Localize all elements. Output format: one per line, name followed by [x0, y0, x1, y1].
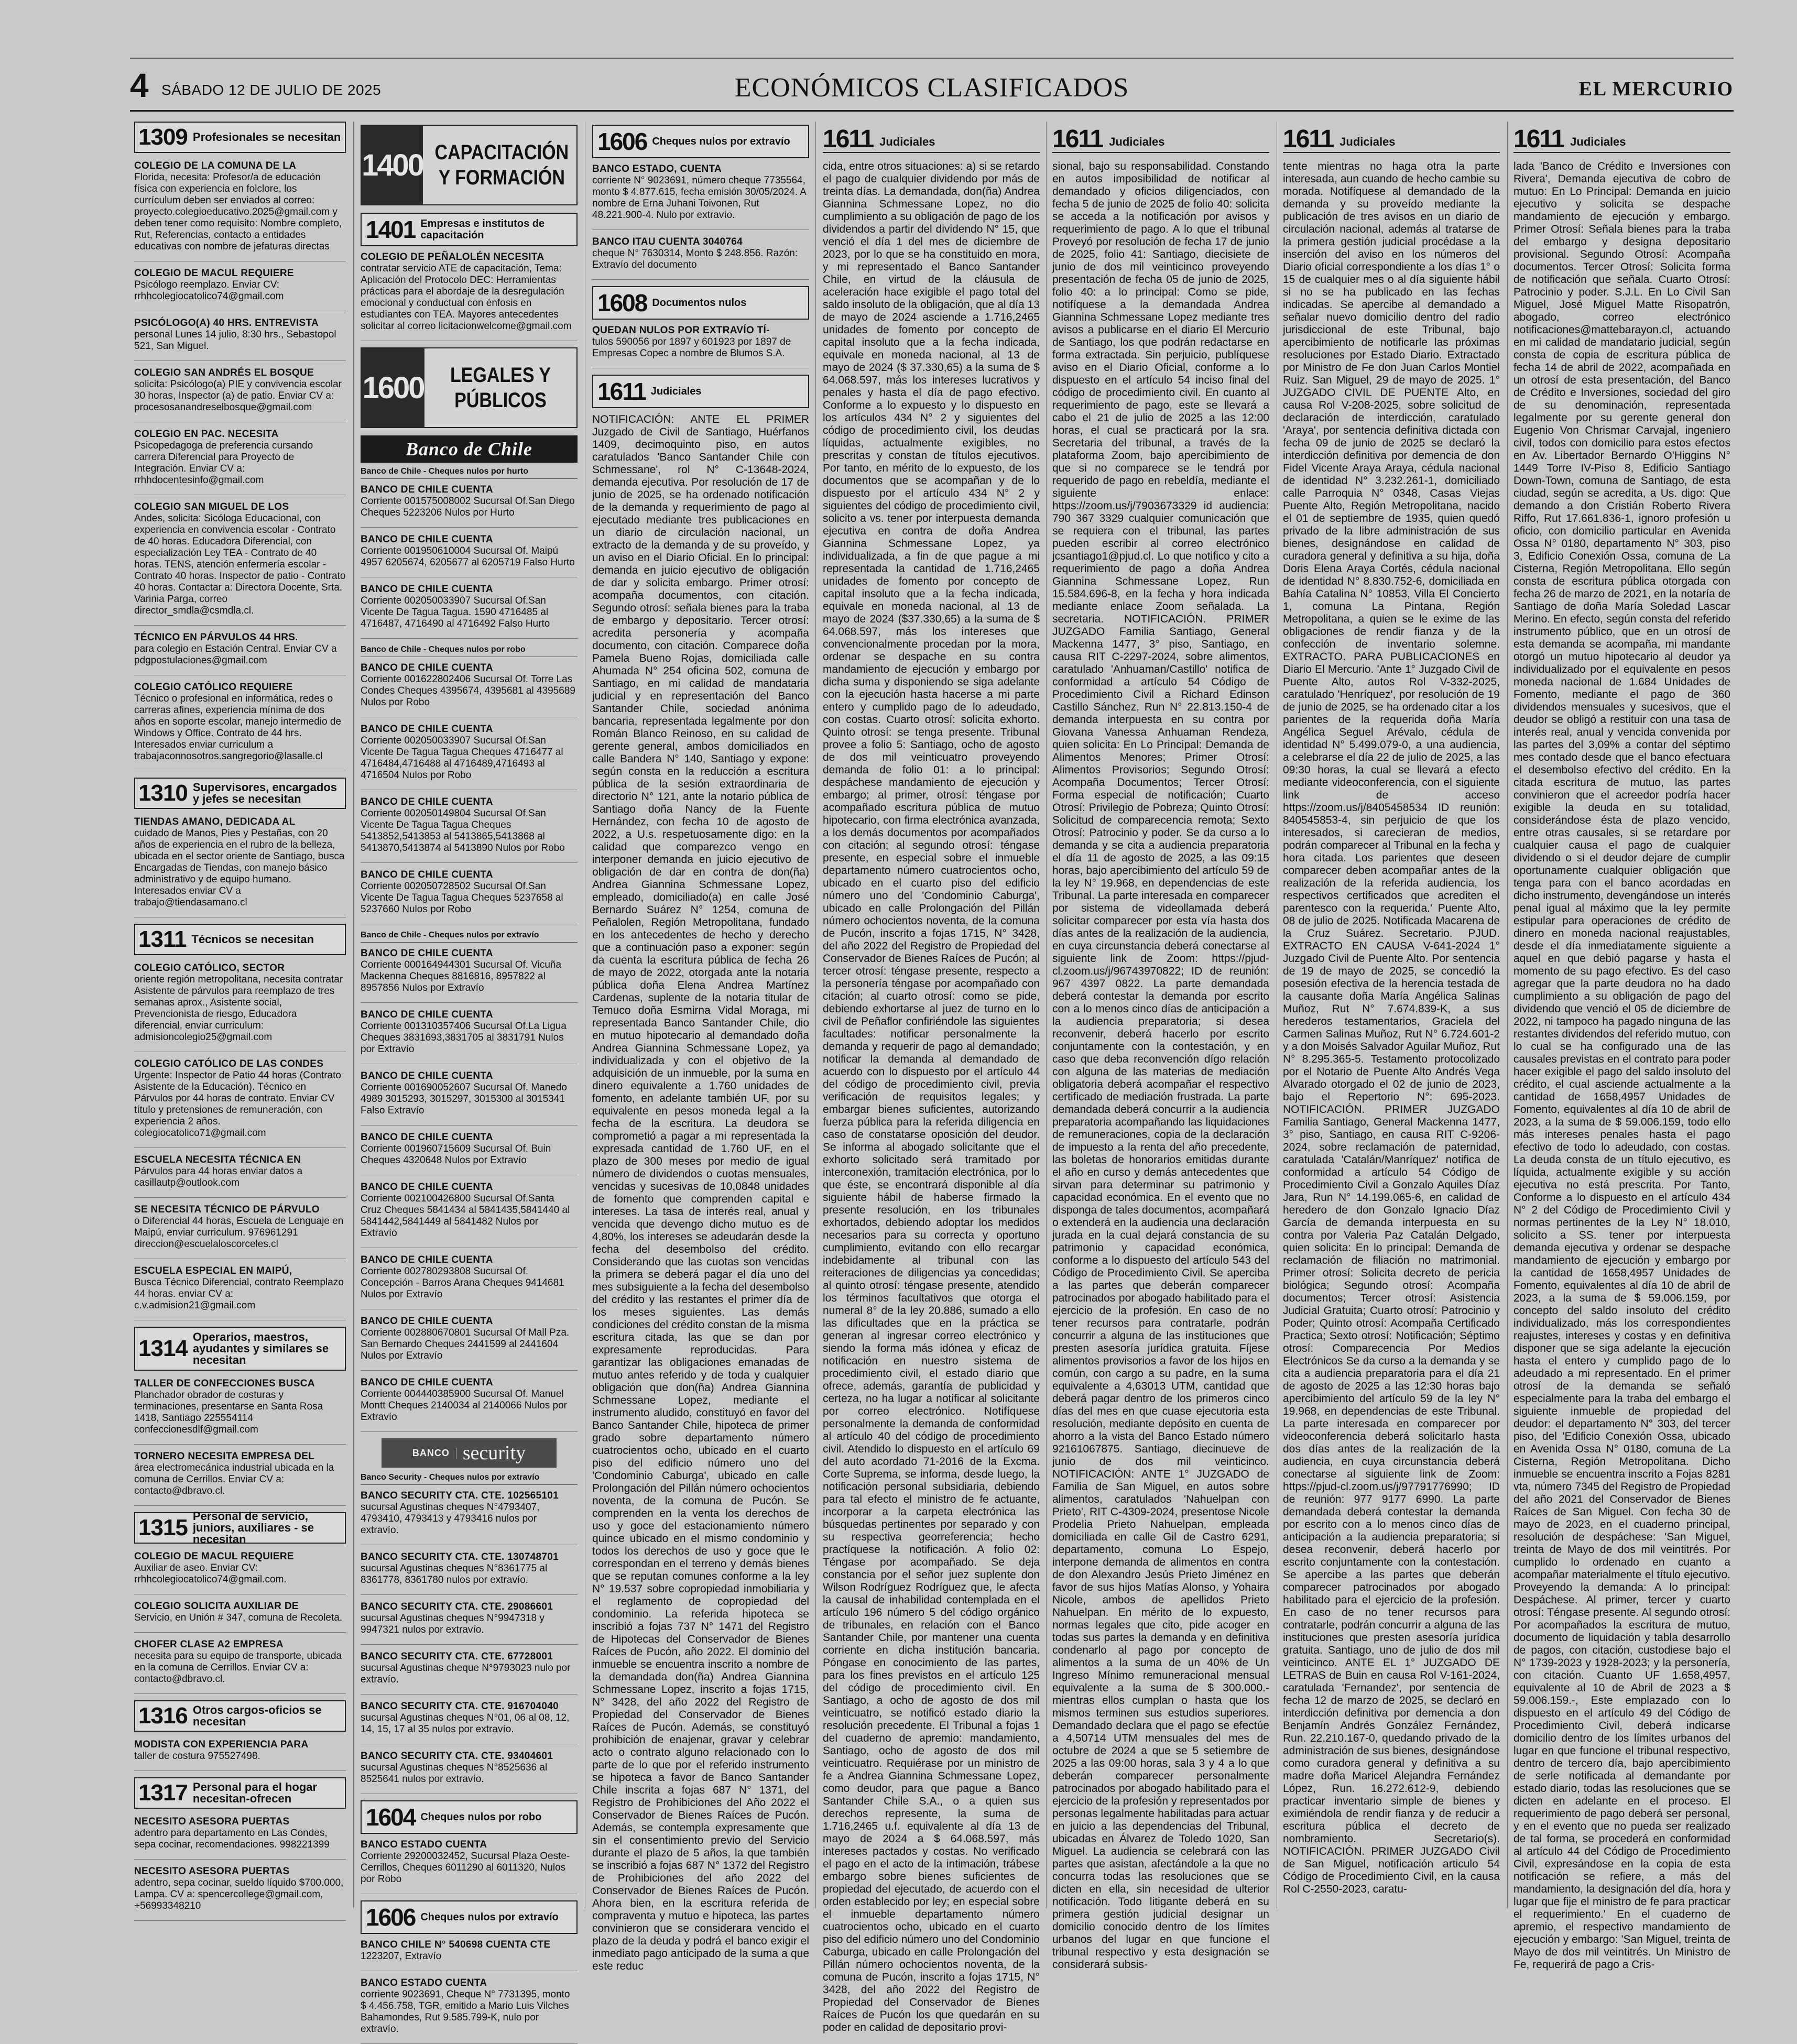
- ad-divider: [134, 1770, 346, 1771]
- ad-title: BANCO DE CHILE CUENTA: [361, 1132, 493, 1143]
- ad-body: Corriente 002050033907 Sucursal Of.San Vicente De Tagua Tagua. 1590 4716485 al 4716487, 4716490 al 4716492 Falso Hurto: [361, 595, 550, 629]
- ad-body: Busca Técnico Diferencial, contrato Reemplazo 44 horas. enviar CV a: c.v.admision21@gmail.com: [134, 1277, 344, 1311]
- classified-ad: [361, 1939, 578, 1962]
- ad-title: COLEGIO CATÓLICO, SECTOR: [134, 963, 285, 974]
- ad-title: BANCO SECURITY CTA. CTE. 102565101: [361, 1490, 559, 1501]
- section-header-1315: [134, 1512, 346, 1544]
- ad-title: COLEGIO DE PEÑALOLÉN NECESITA: [361, 252, 544, 263]
- section-header-1608: [592, 286, 809, 320]
- ad-title: BANCO ESTADO, CUENTA: [592, 163, 722, 174]
- classified-ad: [134, 1451, 346, 1497]
- classified-ad: [134, 1739, 346, 1762]
- ad-title: COLEGIO DE LA COMUNA DE LA: [134, 160, 297, 171]
- ad-title: BANCO SECURITY CTA. CTE. 67728001: [361, 1651, 553, 1662]
- column-rule: [353, 122, 354, 1908]
- classified-ad: [134, 1154, 346, 1189]
- ad-title: NECESITO ASESORA PUERTAS: [134, 1816, 290, 1827]
- banner-1600: [361, 347, 578, 428]
- ad-body: Corriente 001960715609 Sucursal Of. Buin Cheques 4320648 Nulos por Extravío: [361, 1143, 551, 1166]
- page-number: 4: [130, 67, 149, 104]
- top-rule: [130, 58, 1734, 59]
- section-label: Cheques nulos por extravío: [652, 136, 790, 147]
- ad-body: sucursal Agustinas cheques N°01, 06 al 08, 12, 14, 15, 17 al 35 nulos por extravío.: [361, 1712, 570, 1735]
- ad-body: Corriente 002880670801 Sucursal Of Mall Pza. San Bernardo Cheques 2441599 al 2441604 Nulos por Extravío: [361, 1327, 570, 1361]
- section-header-1606: [592, 125, 809, 158]
- classified-ad: [361, 1977, 578, 2035]
- judicial-notice-text: sional, bajo su responsabilidad. Constando en autos imposibilidad de notificar al demandado y oficios diligenciados, con fecha 5 de junio de 2025 de folio 40: solicita se acceda a la notificación por avisos y requerimiento de pago. A lo que el tribunal Proveyó por resolución de fecha 17 de junio de 2025, folio 41: Santiago, diecisiete de junio de dos mil veinticinco proveyendo presentación de fecha 05 de junio de 2025, folio 40: a lo principal: Como se pide, notifíquese a la demandada Andrea Giannina Schmessane Lopez mediante tres avisos a publicarse en el diario El Mercurio de Santiago, los que podrán redactarse en forma extractada. Sin perjuicio, publíquese aviso en el Diario Oficial, conforme a lo dispuesto en el artículo 54 inciso final del código de procedimiento civil. En cuanto al requerimiento de pago, este se llevará a cabo el 21 de julio de 2025 a las 12:00 horas, el cual se practicará por la sra. Secretaria del tribunal, a través de la plataforma Zoom, bajo apercibimiento de que si no comparece se le tendrá por requerido de pago en rebeldía, mediante el siguiente enlace: https://zoom.us/j/7903673329 id audiencia: 790 367 3329 cualquier comunicación que se requiera con el tribunal, las partes pueden escribir al correo electrónico jcsantiago1@pjud.cl. Lo que notifico y cito a requerimiento de pago a doña Andrea Giannina Schmessane Lopez, Run 15.584.696-8, en la fecha y hora indicada mediante enlace Zoom señalada. La secretaria. NOTIFICACIÓN. PRIMER JUZGADO Familia Santiago, General Mackenna 1477, 3° piso, Santiago, en causa RIT C-2297-2024, sobre alimentos, caratulado 'Anhuaman/Castillo' notifica de conformidad a artículo 54 Código de Procedimiento Civil a Richard Edinson Castillo Sánchez, Run N° 22.813.150-4 de demanda interpuesta en su contra por Giovana Vanessa Anhuaman Rendeza, quien solicita: En Lo Principal: Demanda de Alimentos Menores; Primer Otrosí: Alimentos Provisorios; Segundo Otrosí: Acompaña Documentos; Tercer Otrosí: Forma especial de notificación; Cuarto Otrosí: Privilegio de Pobreza; Quinto Otrosí: Solicitud de comparecencia remota; Sexto Otrosí: Patrocinio y poder. Se da curso a lo demanda y se cita a audiencia preparatoria el día 11 de agosto de 2025, a las 09:15 horas, bajo apercibimiento del artículo 59 de la ley N° 19.968, en dependencias de este Tribunal. La parte interesada en comparecer por sistema de videollamada deberá solicitar comparecer por esta vía hasta dos días antes de la realización de la audiencia, en cuya circunstancia deberá conectarse al siguiente link de Zoom: https://pjud-cl.zoom.us/j/96743970822; ID de reunión: 967 4397 0822. La parte demandada deberá contestar la demanda por escrito con a lo menos cinco días de anticipación a la audiencia preparatoria; si desea reconvenir, deberá hacerlo por escrito conjuntamente con la contestación, y en caso que deba reconvención dígo relación con alguna de las materias de mediación obligatoria deberá acompañar el respectivo certificado de mediación frustrada. La parte demandada deberá concurrir a la audiencia preparatoria acompañando las liquidaciones de remuneraciones, copia de la declaración de impuesto a la renta del año precedente, las boletas de honorarios emitidas durante el año en curso y demás antecedentes que sirvan para determinar su patrimonio y capacidad económica. En el evento que no disponga de tales documentos, acompañará o extenderá en la audiencia una declaración jurada en la cual dejará constancia de su patrimonio y capacidad económica, conforme a lo dispuesto del artículo 543 del Código de Procedimiento Civil. Se aperciba a las partes que deberán comparecer patrocinados por abogado habilitado para el ejercicio de la profesión. En caso de no tener recursos para contratarle, podrán concurrir a alguna de las instituciones que presten asesoría jurídica gratuita. Fíjese alimentos provisorios a favor de los hijos en común, con cargo a su padre, en la suma equivalente a 4,63013 UTM, cantidad que deberá pagar dentro de los primeros cinco días del mes en que cuase ejecutoria esta resolución, mediante depósito en cuenta de ahorro a la vista del Banco Estado número 92161067875. Santiago, diecinueve de junio de dos mil veinticinco. NOTIFICACIÓN: ANTE 1° JUZGADO de Familia de San Miguel, en autos sobre alimentos, caratulados 'Nahuelpan con Prieto', RIT C-4309-2024, presentose Nicole Prodelia Prieto Nahuelpan, empleada domiciliada en calle Gil de Castro 6291, departamento, comuna Lo Espejo, interpone demanda de alimentos en contra de don Alexandro Jesús Prieto Jiménez en favor de sus hijos Matías Alonso, y Yohaira Nicole, ambos de apellidos Prieto Nahuelpan. En mérito de lo expuesto, normas legales que cito, pide acoger en todas sus partes la demanda y en definitiva condenarlo al pago por concepto de alimentos a la suma de un 40% de Un Ingreso Mínimo remuneracional mensual equivalente a la suma de $ 300.000.- mientras ellos cumplan o hasta que los mismos terminen sus estudios superiores. Demandado declara que el pago se efectúe a 4,50714 UTM mensuales del mes de octubre de 2024 a que se 5 setiembre de 2025 a las 09:00 horas, sala 3 y 4 a lo que deberán comparecer personalmente patrocinados por abogado habilitado para el ejercicio de la profesión y representados por personas legalmente habilitadas para actuar en juicio a las dependencias del Tribunal, ubicadas en Álvarez de Toledo 1020, San Miguel. La audiencia se celebrará con las partes que asistan, afectándole a la que no concurra todas las resoluciones que se dicten en ella, sin necesidad de ulterior notificación. Todo litigante deberá en su primera gestión judicial designar un domicilio conocido dentro de los límites urbanos del lugar en que funcione el tribunal respectivo y esta designación se considerará subsis-: [1052, 160, 1269, 1971]
- subsection-label: Banco de Chile - Cheques nulos por hurto: [361, 467, 578, 479]
- banco-security-logo: [382, 1438, 557, 1468]
- section-number: 1401: [366, 216, 416, 243]
- ad-body: Servicio, en Unión # 347, comuna de Recoleta.: [134, 1612, 343, 1623]
- ad-body: Corriente 001575008002 Sucursal Of.San Diego Cheques 5223206 Nulos por Hurto: [361, 496, 575, 518]
- ad-divider: [134, 1859, 346, 1860]
- classified-ad: [361, 1651, 578, 1686]
- section-header-1604: [361, 1800, 578, 1834]
- ad-body: Corriente 001690052607 Sucursal Of. Manedo 4989 3015293, 3015297, 3015300 al 3015341 Falso Extravío: [361, 1082, 567, 1116]
- section-number: 1315: [138, 1515, 188, 1540]
- ad-divider: [134, 360, 346, 361]
- judicial-notice-text: NOTIFICACIÓN: ANTE EL PRIMER Juzgado de Civil de Santiago, Huérfanos 1409, decimoquinto piso, en autos caratulados 'Banco Santander Chile con Schmessane', rol N° C-13648-2024, demanda ejecutiva. Por resolución de 17 de junio de 2025, se ha ordenado notificación de la demanda y requerimiento de pago al ejecutado mediante tres publicaciones en un diario de circulación nacional, un extracto de la demanda y de su proveído, y un aviso en el Diario Oficial. En lo principal: demanda en juicio ejecutivo de obligación de dar y solicita embargo. Primer otrosí: acompaña documentos, con citación. Segundo otrosí: señala bienes para la traba de embargo y depositario. Tercer otrosí: acredita personería y acompaña documento, con citación. Comparece doña Pamela Bueno Rojas, domiciliada calle Ahumada N° 254 oficina 502, comuna de Santiago, en mi calidad de mandataria judicial y en representación del Banco Santander Chile, sociedad anónima bancaria, representada legalmente por don Román Blanco Reinoso, en su calidad de gerente general, ambos domiciliados en calle Bandera N° 140, Santiago y expone: según consta en la reducción a escritura pública de la sesión extraordinaria de directorio N° 121, ante la notario pública de Santiago doña Nancy de la Fuente Hernández, con fecha 10 de agosto de 2022, a U.s. respetuosamente digo: en la calidad que comparezco vengo en interponer demanda en juicio ejecutivo de obligación de dar en contra de don(ña) Andrea Giannina Schmessane Lopez, empleado, domiciliado(a) en calle José Bernardo Suárez N° 1254, comuna de Peñalolen, Región Metropolitana, fundado en los antecedentes de hecho y derecho que a continuación paso a exponer: según da cuenta la escritura pública de fecha 26 de mayo de 2022, otorgada ante la notaria pública doña Elena Andrea Martínez Cardenas, suplente de la notaria titular de Temuco doña Esmirna Vidal Moraga, mi representada Banco Santander Chile, dio en mutuo hipotecario al demandado doña Andrea Giannina Schmessane Lopez, ya individualizada y con el objetivo de la adquisición de un inmueble, por la suma en dinero equivalente a 1.760 unidades de fomento, en adelante también UF, por su equivalente en pesos moneda legal a la fecha de la escritura. La deudora se comprometió a pagar a mi representada la expresada cantidad de 1.760 UF, en el plazo de 300 meses por medio de igual número de dividendos o cuotas mensuales, vencidas y sucesivas de 10,0848 unidades de fomento que comprenden capital e intereses. La tasa de interés real, anual y vencida que devengo dicho mutuo es de 4,80%, los intereses se adeudarán desde la fecha del desembolso del crédito. Considerando que las cuotas son vencidas la primera se deberá pagar el día uno del mes subsiguiente a la fecha del desembolso del crédito y las restantes el primer día de los meses siguientes. Las demás condiciones del crédito constan de la misma escritura citada, las que se dan por expresamente reproducidas. Para garantizar las obligaciones emanadas de mutuo antes referido y de toda y cualquier obligación que don(ña) Andrea Giannina Schmessane Lopez, mediante el instrumento aludido, constituyó en favor del Banco Santander Chile, hipoteca de primer grado sobre departamento número cuatrocientos ocho, ubicado en el cuarto piso del edificio número uno del 'Condominio Caburga', ubicado en calle Prolongación del Pillán número ochocientos noventa, de la comuna de Pucón. Se comprenden en la venta los derechos de uso y goce del estacionamiento número quince ubicado en el mismo condominio y todos los derechos de uso y goce que le correspondan en el terreno y demás bienes que se reputan comunes conforme a la ley N° 19.537 sobre copropiedad inmobiliaria y el reglamento de copropiedad del condominio. La referida hipoteca se inscribió a fojas 737 N° 1471 del Registro de Hipotecas del Conservador de Bienes Raíces de Pucón, año 2022. El dominio del inmueble se encuentra inscrito a nombre de la demandada don(ña) Andrea Giannina Schmessane Lopez, inscrito a fojas 1715, N° 3428, del año 2022 del Registro de Propiedad del Conservador de Bienes Raíces de Pucón. Además, se constituyó prohibición de enajenar, gravar y celebrar acto o contrato alguno relacionado con lo parte de lo que por el referido instrumento se hipoteca a favor de Banco Santander Chile inscrita a fojas 687 N° 1371, del Registro de Prohibiciones del Año 2022 el Conservador de Bienes Raíces de Pucón. Además, se contempla expresamente que sin el consentimiento previo del Servicio durante el plazo de 5 años, la que también se inscribió a fojas 687 N° 1372 del Registro de Prohibiciones del año 2022 del Conservador de Bienes Raíces de Pucón. Ahora bien, en la escritura referida de compraventa y mutuo e hipoteca, las partes convinieron que se considerara vencido el plazo de la deuda y podrá el banco exigir el inmediato pago anticipado de la suma a que este reduc: [592, 413, 809, 1972]
- column-judicial: [1509, 122, 1735, 1971]
- ad-title: BANCO ESTADO CUENTA: [361, 1839, 487, 1850]
- ad-title: NECESITO ASESORA PUERTAS: [134, 1866, 290, 1877]
- ad-body: Andes, solicita: Sicóloga Educacional, con experiencia en convivencia escolar - Contrato de 40 horas. Educadora Diferencial, con especialización Ley TEA - Contrato de 40 horas. TENS, atención enfermería escolar - Contrato 40 horas. Inspector de patio - Contrato 40 horas. Contactar a: Directora Docente, Srta. Varinia Parga, correo director_smdla@csmdla.cl.: [134, 513, 346, 616]
- ad-title: BANCO DE CHILE CUENTA: [361, 796, 493, 807]
- column-rule: [1507, 122, 1508, 1908]
- ad-title: BANCO DE CHILE CUENTA: [361, 662, 493, 673]
- ad-divider: [361, 1431, 578, 1432]
- classified-ad: [361, 484, 578, 519]
- classified-ad: [134, 632, 346, 666]
- ad-body: corriente N° 9023691, número cheque 7735564, monto $ 4.877.615, fecha emisión 30/05/2024. A nombre de Erna Juhani Toivonen, Rut 48.221.900-4. Nulo por extravío.: [592, 175, 806, 221]
- classified-ad: [361, 1132, 578, 1166]
- ad-body: Psicólogo reemplazo. Enviar CV: rrhhcolegiocatolico74@gmail.com: [134, 279, 284, 302]
- column-rule: [1046, 122, 1047, 1908]
- section-label: Personal para el hogar necesitan-ofrecen: [192, 1780, 318, 1805]
- ad-title: BANCO DE CHILE CUENTA: [361, 724, 493, 735]
- ad-title: BANCO DE CHILE CUENTA: [361, 1182, 493, 1193]
- section-number: 1314: [138, 1336, 188, 1361]
- section-header-1611: [1283, 122, 1500, 153]
- subsection-label: Banco de Chile - Cheques nulos por robo: [361, 645, 578, 657]
- ad-body: Planchador obrador de costuras y terminaciones, presentarse en Santa Rosa 1418, Santiago 225554114 confeccionesdlf@gmail.com: [134, 1390, 323, 1435]
- section-label: Técnicos se necesitan: [191, 933, 314, 946]
- section-label: Documentos nulos: [652, 297, 747, 309]
- logo-text: security: [462, 1442, 526, 1464]
- banco-de-chile-logo: Banco de Chile: [361, 435, 578, 463]
- classified-ad: [134, 501, 346, 617]
- classified-ad: [361, 1316, 578, 1362]
- classified-ad: [361, 1839, 578, 1885]
- classified-ad: [361, 1751, 578, 1785]
- ad-divider: [361, 527, 578, 528]
- section-header-1606: [361, 1900, 578, 1934]
- ad-body: Psicopedagoga de preferencia cursando carrera Diferencial para Proyecto de Integración. Enviar CV a: rrhhdocentesinfo@gmail.com: [134, 440, 313, 486]
- section-number: 1608: [597, 289, 647, 316]
- ad-list: [361, 252, 578, 341]
- section-header-1611: [1052, 122, 1269, 153]
- ad-divider: [134, 1444, 346, 1445]
- section-number: 1611: [597, 378, 646, 405]
- ad-title: TÉCNICO EN PÁRVULOS 44 HRS.: [134, 632, 298, 643]
- ad-body: sucursal Agustinas cheques N°8361775 al 8361778, 8361780 nulos por extravío.: [361, 1563, 548, 1586]
- section-number: 1317: [138, 1780, 188, 1806]
- section-number: 1310: [138, 780, 188, 806]
- classified-ad: [134, 1058, 346, 1139]
- ad-title: BANCO SECURITY CTA. CTE. 916704040: [361, 1701, 559, 1712]
- section-header-1309: [134, 122, 346, 153]
- ad-body: contratar servicio ATE de capacitación, Tema: Aplicación del Protocolo DEC: Herramientas prácticas para el abordaje de la desregulación emocional y conductual con énfosis en estudiantes con TEA. Mayores antecedentes solicitar al correo licitacionwelcome@gmail.com: [361, 263, 572, 332]
- ad-divider: [361, 638, 578, 639]
- ad-title: TIENDAS AMANO, DEDICADA AL: [134, 816, 296, 827]
- ad-list: [134, 1816, 346, 1921]
- ad-body: Corriente 002780293808 Sucursal Of. Concepción - Barros Arana Cheques 9414681 Nulos por Extravío: [361, 1266, 564, 1300]
- section-label: Judiciales: [1339, 135, 1396, 148]
- ad-divider: [361, 1644, 578, 1645]
- section-label: Operarios, maestros, ayudantes y similares se necesitan: [192, 1330, 329, 1367]
- section-label: Judiciales: [1109, 135, 1165, 148]
- banner-number: 1400: [362, 126, 423, 204]
- column-training-legal: [356, 122, 582, 2035]
- classified-ad: [134, 1204, 346, 1250]
- ad-body: Corriente 000164944301 Sucursal Of. Vicuña Mackenna Cheques 8816816, 8957822 al 8957856 Nulos por Extravío: [361, 959, 562, 993]
- ad-title: BANCO DE CHILE CUENTA: [361, 584, 493, 595]
- section-number: 1316: [138, 1703, 188, 1729]
- banner-label: LEGALES Y PÚBLICOS: [450, 364, 551, 412]
- section-number: 1604: [366, 1803, 416, 1831]
- banner-1400: [361, 125, 578, 205]
- section-label: Otros cargos-oficios se necesitan: [192, 1703, 322, 1728]
- subsection-label: Banco de Chile - Cheques nulos por extravío: [361, 931, 578, 943]
- section-label: Personal de servicio, juniors, auxiliares - se necesitan: [192, 1510, 314, 1546]
- column-cheques-judicial: [588, 122, 813, 1972]
- ad-list: [592, 325, 809, 368]
- ad-body: necesita para su equipo de transporte, ubicada en la comuna de Cerrillos. Enviar CV a: contacto@dbravo.cl.: [134, 1650, 342, 1685]
- ad-body: Corriente 002050149804 Sucursal Of.San Vicente De Tagua Tagua Cheques 5413852,5413853 al 5413865,5413868 al 5413870,5413874 al 5413890 Nulos por Robo: [361, 808, 565, 854]
- classified-ad: [134, 1551, 346, 1586]
- column-judicial: [1048, 122, 1273, 1971]
- ad-divider: [134, 1693, 346, 1694]
- classified-ad: [361, 1070, 578, 1117]
- ad-title: TALLER DE CONFECCIONES BUSCA: [134, 1378, 315, 1389]
- ad-title: BANCO SECURITY CTA. CTE. 130748701: [361, 1551, 559, 1562]
- classified-ad: [134, 1265, 346, 1311]
- ad-body: sucursal Agustinas cheques N°9947318 y 9947321 nulos por extravío.: [361, 1613, 544, 1635]
- ad-title: MODISTA CON EXPERIENCIA PARA: [134, 1739, 309, 1750]
- section-number: 1309: [138, 124, 188, 150]
- section-number: 1611: [1052, 125, 1103, 153]
- classified-ad: [361, 1182, 578, 1239]
- ad-divider: [134, 1147, 346, 1148]
- classified-ad: [361, 724, 578, 781]
- classified-ad: [361, 1009, 578, 1055]
- banner-label: CAPACITACIÓN Y FORMACIÓN: [434, 141, 569, 189]
- column-judicial: [819, 122, 1044, 2034]
- ad-title: BANCO ESTADO CUENTA: [361, 1977, 487, 1988]
- ad-list: [361, 662, 578, 924]
- ad-title: BANCO DE CHILE CUENTA: [361, 1377, 493, 1388]
- ad-divider: [361, 862, 578, 863]
- ad-body: cuidado de Manos, Pies y Pestañas, con 20 años de experiencia en el rubro de la belleza, ubicada en el sector oriente de Santiago, busca Encargadas de Tiendas, con manejo básico administrativo y de equipo humano. Interesados enviar CV a trabajo@tiendasamano.cl: [134, 828, 345, 908]
- classified-ad: [134, 318, 346, 352]
- section-header-1401: [361, 213, 578, 246]
- section-header-1611: [1513, 122, 1730, 153]
- section-header-1611: [823, 122, 1040, 153]
- ad-divider: [361, 1370, 578, 1371]
- section-title: ECONÓMICOS CLASIFICADOS: [734, 73, 1129, 103]
- section-header-1314: [134, 1327, 346, 1371]
- column-rule: [815, 122, 816, 1908]
- ad-body: Corriente 29200032452, Sucursal Plaza Oeste- Cerrillos, Cheques 6011290 al 6011320, Nulos por Robo: [361, 1851, 570, 1885]
- ad-title: BANCO ITAU CUENTA 3040764: [592, 236, 743, 247]
- classified-ad: [134, 268, 346, 302]
- ad-list: [134, 963, 346, 1320]
- ad-body: corriente 9023691, Cheque N° 7731395, monto $ 4.456.758, TGR, emitido a Mario Luis Vilches Bahamondes, Rut 9.585.799-K, nulo por extravío.: [361, 1989, 570, 2035]
- classified-ad: [592, 163, 809, 221]
- ad-divider: [134, 1920, 346, 1921]
- section-label: Profesionales se necesitan: [192, 130, 341, 144]
- ad-title: COLEGIO EN PAC. NECESITA: [134, 429, 279, 440]
- section-label: Empresas e institutos de capacitación: [420, 218, 545, 241]
- ad-list: [361, 1839, 578, 1894]
- ad-title: BANCO SECURITY CTA. CTE. 29086601: [361, 1601, 553, 1612]
- ad-body: cheque N° 7630314, Monto $ 248.856. Razón: Extravío del documento: [592, 248, 798, 270]
- ad-title: BANCO DE CHILE CUENTA: [361, 1070, 493, 1081]
- classified-ad: [134, 963, 346, 1043]
- ad-body: adentro, sepa cocinar, sueldo líquido $700.000, Lampa. CV a: spencercollege@gmail.com, +56993348210: [134, 1877, 344, 1911]
- ad-divider: [592, 229, 809, 230]
- classified-ad: [361, 1551, 578, 1586]
- page-header: [130, 62, 1734, 112]
- ad-title: BANCO DE CHILE CUENTA: [361, 1316, 493, 1327]
- ad-body: Corriente 001310357406 Sucursal Of.La Ligua Cheques 3831693,3831705 al 3831791 Nulos por Extravío: [361, 1021, 567, 1055]
- ad-title: BANCO DE CHILE CUENTA: [361, 869, 493, 880]
- classified-ad: [361, 1701, 578, 1735]
- section-header-1611: [592, 375, 809, 408]
- ad-list: [361, 484, 578, 639]
- ad-title: COLEGIO DE MACUL REQUIERE: [134, 268, 294, 279]
- ad-title: SE NECESITA TÉCNICO DE PÁRVULO: [134, 1204, 320, 1215]
- ad-title: COLEGIO DE MACUL REQUIERE: [134, 1551, 294, 1562]
- section-label: Supervisores, encargados y jefes se necesitan: [192, 781, 337, 805]
- ad-body: taller de costura 975527498.: [134, 1751, 260, 1762]
- section-number: 1611: [1283, 125, 1334, 153]
- ad-body: Corriente 001622802406 Sucursal Of. Torre Las Condes Cheques 4395674, 4395681 al 4395689 Nulos por Robo: [361, 674, 575, 708]
- section-number: 1611: [1513, 125, 1564, 153]
- judicial-notice-text: tente mientras no haga otra la parte interesada, aun cuando de hecho cambie su morada. Notifíquese al demandado de la demanda y su proveído mediante la publicación de tres avisos en un diario de circulación nacional, además al tratarse de la primera gestión judicial procédase a la inserción del aviso en los números del Diario oficial correspondiente a los días 1° o 15 de cualquier mes o al día siguiente hábil si no se ha publicado en las fechas indicadas. Se apercibe al demandado a señalar nuevo domicilio dentro del radio jurisdiccional de este Tribunal, bajo apercibimiento de notificarle las próximas resoluciones por Estado Diario. Extractado por Ministro de Fe don Juan Carlos Montiel Ruiz. San Miguel, 29 de mayo de 2025. 1° JUZGADO CIVIL DE PUENTE Alto, en causa Rol V-208-2025, sobre solicitud de declaración de interdicción, caratulado 'Araya', por sentencia definitiva dictada con fecha 09 de junio de 2025 se declaró la interdicción definitiva por demencia de don Fidel Vicente Araya Araya, cédula nacional de identidad N° 3.232.261-1, domiciliado calle Parroquia N° 0348, Casas Viejas Puente Alto, Región Metropolitana, nacido el 01 de septiembre de 1935, quien quedó privado de la libre administración de sus bienes, designándose en calidad de curadora general y definitiva a su hija, doña Doris Elena Araya Cortés, cédula nacional de identidad N° 8.830.752-6, domiciliada en Bahía Catalina N° 10853, Villa El Concierto 1, comuna La Pintana, Región Metropolitana, a quien se le exime de las obligaciones de rendir fianza y de la confección de inventario solemne. EXTRACTO. PARA PUBLICACIONES en Diario El Mercurio. 'Ante 1° Juzgado Civil de Puente Alto, autos Rol V-332-2025, caratulado 'Henríquez', por resolución de 19 de junio de 2025, se ha ordenado citar a los parientes de la requerida doña María Angélica Seguel Arévalo, cédula de identidad N° 5.499.079-0, a una audiencia, a celebrarse el día 22 de julio de 2025, a las 09:30 horas, la cual se llevará a efecto mediante videoconferencia, con el siguiente link de acceso https://zoom.us/j/8405458534 ID reunión: 840545853-4, sin perjuicio de que los interesados, si carecieran de medios, podrán comparecer al Tribunal en la fecha y hora citada. Los parientes que deseen comparecer deben acompañar antes de la realización de la referida audiencia, los respectivos certificados que acrediten el parentesco con la requerida.' Puente Alto, 08 de julio de 2025. Notificada Macarena de la Cruz Suárez. Secretario. PJUD. EXTRACTO EN CAUSA V-641-2024 1° Juzgado Civil de Puente Alto. Por sentencia de 19 de mayo de 2025, se concedió la posesión efectiva de la herencia testada de la causante doña María Angélica Salinas Muñoz, Rut N° 7.674.839-K, a sus herederos testamentarios, Graciela del Carmen Salinas Muñoz, Rut N° 6.724.601-2 y a don Moisés Salvador Aguilar Muñoz, Rut N° 8.295.365-5. Testamento protocolizado por el Notario de Puente Alto Andrés Vega Alvarado otorgado el 02 de junio de 2023, bajo el Repertorio N°: 695-2023. NOTIFICACIÓN. PRIMER JUZGADO Familia Santiago, General Mackenna 1477, 3° piso, Santiago, en causa RIT C-9206-2024, sobre reclamación de paternidad, caratulada 'Catalán/Manríquez' notifica de conformidad a artículo 54 Código de Procedimiento Civil a Gonzalo Aquiles Díaz Jara, Run N° 14.199.065-6, en calidad de heredero de don Gonzalo Ignacio Díaz García de demanda interpuesta en su contra por Valeria Paz Catalán Delgado, quien solicita: En lo principal: Demanda de reclamación de filiación no matrimonial. Primer otrosí: Solicita decreto de pericia biológica; Segundo otrosí: Acompaña documentos; Tercer otrosí: Asistencia Judicial Gratuita; Cuarto otrosí: Patrocinio y Poder; Quinto otrosí: Acompaña Certificado Practica; Sexto otrosí: Notificación; Séptimo otrosí: Comparecencia Por Medios Electrónicos Se da curso a la demanda y se cita a audiencia preparatoria para el día 21 de agosto de 2025 a las 12:30 horas bajo apercibimiento del artículo 59 de la ley N° 19.968, en dependencias de este Tribunal. La parte interesada en comparecer por videoconferencia deberá solicitarlo hasta dos días antes de la realización de la audiencia, en cuya circunstancia deberá conectarse al siguiente link de Zoom: https://pjud-cl.zoom.us/j/97791776990; ID de reunión: 977 9177 6990. La parte demandada deberá contestar la demanda por escrito con a lo menos cinco días de anticipación a la audiencia preparatoria; si desea reconvenir, deberá hacerlo por escrito conjuntamente con la contestación. Se apercibe a las partes que deberán comparecer patrocinados por abogado habilitado para el ejercicio de la profesión. En caso de no tener recursos para contratarle, podrán concurrir a alguna de las instituciones que presten asesoría jurídica gratuita. Santiago, uno de julio de dos mil veinticinco. ANTE EL 1° JUZGADO DE LETRAS de Buin en causa Rol V-161-2024, caratulada 'Fernandez', por sentencia de fecha 12 de marzo de 2025, se declaró en interdicción definitiva por demencia a don Benjamín Andrés González Fernández, Run. 22.210.167-0, quedando privado de la administración de sus bienes, designándose como curadora general y definitiva a su madre doña Maricel Alejandra Fernández López, Run. 16.272.612-9, debiendo practicar inventario simple de bienes y eximiéndola de rendir fianza y de reducir a escritura pública el decreto de nombramiento. Secretario(s). NOTIFICACIÓN. PRIMER JUZGADO Civil de San Miguel, notificación articulo 54 Código de Procedimiento Civil, en la causa Rol C-2550-2023, caratu-: [1283, 160, 1500, 1895]
- classified-ad: [592, 236, 809, 271]
- ad-body: personal Lunes 14 julio, 8:30 hrs., Sebastopol 521, San Miguel.: [134, 329, 336, 352]
- section-header-1310: [134, 778, 346, 809]
- classified-ad: [361, 252, 578, 332]
- classified-ad: [361, 1254, 578, 1300]
- section-number: 1311: [138, 926, 187, 952]
- ad-title: BANCO CHILE N° 540698 CUENTA CTE: [361, 1939, 551, 1950]
- ad-body: Corriente 002050728502 Sucursal Of.San Vicente De Tagua Tagua Cheques 5237658 al 5237660 Nulos por Robo: [361, 881, 563, 915]
- ad-title: BANCO SECURITY CTA. CTE. 93404601: [361, 1751, 553, 1762]
- classified-ad: [134, 1378, 346, 1436]
- ad-body: o Diferencial 44 horas, Escuela de Lenguaje en Maipú, enviar curriculum. 976961291 direccion@escuelaloscorceles.cl: [134, 1216, 344, 1250]
- ad-title: BANCO DE CHILE CUENTA: [361, 484, 493, 495]
- ad-divider: [361, 1002, 578, 1003]
- ad-body: adentro para departamento en Las Condes, sepa cocinar, recomendaciones. 998221399: [134, 1828, 330, 1850]
- subsection-label: Banco Security - Cheques nulos por extravío: [361, 1473, 578, 1485]
- section-label: Judiciales: [1570, 135, 1626, 148]
- ad-body: solicita: Psicólogo(a) PIE y convivencia escolar 30 horas, Inspector (a) de patio. Enviar CV a: procesosanandreselbosque@gmail.com: [134, 379, 342, 413]
- ad-list: [592, 163, 809, 280]
- classified-ad: [134, 1601, 346, 1624]
- ad-body: Auxiliar de aseo. Enviar CV: rrhhcolegiocatolico74@gmail.com.: [134, 1562, 287, 1585]
- classified-ad: [361, 948, 578, 994]
- ad-list: [134, 816, 346, 917]
- logo-text: BANCO: [412, 1448, 456, 1459]
- judicial-notice-text: lada 'Banco de Crédito e Inversiones con Rivera', Demanda ejecutiva de cobro de mutuo: En Lo Principal: Demanda en juicio ejecutivo y solicita se despache mandamiento de ejecución y embargo. Primer Otrosí: Señala bienes para la traba del embargo y designa depositario provisional. Segundo Otrosí: Acompaña documentos. Tercer Otrosí: Solicita forma de notificación que señala. Cuarto Otrosí: Patrocinio y poder. S.J.L. En Lo Civil San Miguel, José Miguel Matte Risopatrón, abogado, correo electrónico notificaciones@mattebarayon.cl, actuando en mi calidad de mandatario judicial, según consta de copia de escritura pública de fecha 14 de abril de 2022, acompañada en un otrosí de esta presentación, del Banco de Crédito e Inversiones, sociedad del giro de su denominación, representada legalmente por su gerente general don Eugenio Von Chrismar Carvajal, ingeniero civil, todos con domicilio para estos efectos en Av. Libertador Bernardo O'Higgins N° 1449 Torre IV-Piso 8, Edificio Santiago Down-Town, comuna de Santiago, de esta ciudad, según se acredita, a Us. digo: Que demando a don Cristián Roberto Rivera Riffo, Rut 17.661.836-1, ignoro profesión u oficio, con domicilio particular en Avenida Ossa N° 0180, departamento N° 303, piso 3, Edificio Conexión Ossa, comuna de La Cisterna, Región Metropolitana. Ello según consta de escritura pública otorgada con fecha 26 de marzo de 2021, en la notaría de Santiago de doña María Soledad Lascar Merino. En efecto, según consta del referido instrumento público, que en un otrosí de esta demanda se acompaña, mi mandante otorgó un mutuo hipotecario al deudor ya individualizado por el equivalente en pesos moneda nacional de 1.684 Unidades de Fomento, mediante el pago de 360 dividendos mensuales y sucesivos, que el deudor se obligó a restituir con una tasa de interés real, anual y vencida convenida por las partes del 3,09% a contar del séptimo mes contado desde que el banco efectuara el desembolso efectivo del crédito. En la citada escritura de mutuo, las partes convinieron que el acreedor podría hacer exigible la deuda en su totalidad, considerándose ésta de plazo vencido, entre otras causales, si se retardare por cualquier causa el pago de cualquier dividendo o si el deudor dejare de cumplir oportunamente cualquier obligación que tenga para con el banco acordadas en dicho instrumento, devengándose un interés penal igual al máximo que la ley permite estipular para operaciones de crédito de dinero en moneda nacional reajustables, desde el día inmediatamente siguiente a aquel en que debió pagarse y hasta el momento de su pago efectivo. Es del caso agregar que la parte deudora no ha dado cumplimiento a su obligación de pago del dividendo que venció el 05 de diciembre de 2022, ni tampoco ha pagado ninguna de las restantes dividendos del referido mutuo, con lo cual se ha configurado una de las causales previstas en el contrato para poder hacer exigible el pago del saldo insoluto del crédito, el cual asciende actualmente a la cantidad de 1658,4957 Unidades de Fomento, equivalentes al día 10 de abril de 2023, a la suma de $ 59.006.159, todo ello más intereses penales hasta el pago efectivo de todo lo adeudado, con costas. La deuda consta de un título ejecutivo, es líquida, actualmente exigible y su acción ejecutiva no está prescrita. Por Tanto, Conforme a lo dispuesto en el artículo 434 N° 2 del Código de Procedimiento Civil y normas pertinentes de la Ley N° 18.010, solicito a SS. tener por interpuesta demanda ejecutiva y ordenar se despache mandamiento de ejecución y embargo por la cantidad de 1658,4957 Unidades de Fomento, equivalentes al día 10 de abril de 2023, a la suma de $ 59.006.159, por concepto del saldo insoluto del crédito individualizado, más los correspondientes reajustes, intereses y costas y en definitiva disponer que se siga adelante la ejecución hasta el entero y cumplido pago de lo adeudado a mi representado. En el primer otrosí de la demanda se señaló especialmente para la traba del embargo el siguiente inmueble de propiedad del deudor: el departamento N° 303, del tercer piso, del 'Edificio Conexión Ossa, ubicado en Avenida Ossa N° 0180, comuna de La Cisterna, Región Metropolitana. Dicho inmueble se encuentra inscrito a Fojas 8281 vta, número 7345 del Registro de Propiedad del año 2021 del Conservador de Bienes Raíces de San Miguel. Con fecha 30 de mayo de 2023, en el cuaderno principal, resolución de despáchese: 'San Miguel, treinta de Mayo de dos mil veintitrés. Por cumplido lo ordenado en cuanto a acompañar materialmente el título ejecutivo. Proveyendo la demanda: A lo principal: Despáchese. Al primer, tercer y cuarto otrosí: Téngase presente. Al segundo otrosí: Por acompañados la escritura de mutuo, documento de liquidación y tabla desarrollo de pagos, con citación, custodiese bajo el N° 1739-2023 y 1928-2023; y la personería, con citación. Cuanto UF 1.658,4957, equivalente al 10 de Abril de 2023 a $ 59.006.159.-, Este emplazado con lo dispuesto en el artículo 49 del Código de Procedimiento Civil, deberá indicarse domicilio dentro de los límites urbanos del lugar en que funcione el tribunal respectivo, dentro de tercero día, bajo apercibimiento de serle notificada al demandante por estado diario, todas las resoluciones que se dicten en adelante en el proceso. El requerimiento de pago deberá ser personal, y en el evento que no pueda ser realizado de tal forma, se procederá en conformidad al artículo 44 del Código de Procedimiento Civil, expresándose en la copia de esta notificación se refiere, a más del mandamiento, la designación del día, hora y lugar que fije el ministro de fe para practicar el requerimiento.' En el cuaderno de apremio, el respectivo mandamiento de ejecución y embargo: 'San Miguel, treinta de Mayo de dos mil veintitrés. Un Ministro de Fe, requerirá de pago a Cris-: [1513, 160, 1730, 1971]
- classified-ad: [361, 1601, 578, 1636]
- ad-list: [361, 1939, 578, 2044]
- ad-body: Florida, necesita: Profesor/a de educación física con experiencia en folclore, los currículum deben ser enviados al correo: proyecto.colegioeducativo.2025@gmail.com y deben tener como requisito: Nombre completo, Rut, Referencias, contacto a entidades educativas con nombre de jefaturas directas: [134, 172, 342, 252]
- column-employment: [130, 122, 350, 1911]
- ad-list: [361, 948, 578, 1432]
- classified-ad: [134, 816, 346, 909]
- classified-ad: [134, 682, 346, 762]
- ad-title: ESCUELA ESPECIAL EN MAIPÚ,: [134, 1265, 292, 1276]
- ad-title: COLEGIO SOLICITA AUXILIAR DE: [134, 1601, 299, 1612]
- ad-body: Párvulos para 44 horas enviar datos a casillautp@outlook.com: [134, 1166, 303, 1188]
- banner-number: 1600: [362, 348, 424, 427]
- ad-list: [134, 1378, 346, 1506]
- classified-ad: [361, 584, 578, 630]
- ad-body: tulos 590056 por 1897 y 601923 por 1897 de Empresas Copec a nombre de Blumos S.A.: [592, 336, 791, 359]
- ad-body: Corriente 002050033907 Sucursal Of.San Vicente De Tagua Tagua Cheques 4716477 al 4716484,4716488 al 4716489,4716493 al 4716504 Nulos por Robo: [361, 735, 563, 781]
- ad-title: COLEGIO CATÓLICO REQUIERE: [134, 682, 293, 693]
- ad-divider: [134, 1632, 346, 1633]
- ad-title: BANCO DE CHILE CUENTA: [361, 534, 493, 545]
- ad-body: sucursal Agustinas cheques N°8525636 al 8525641 nulos por extravío.: [361, 1762, 548, 1785]
- section-label: Cheques nulos por robo: [420, 1811, 542, 1823]
- classified-ad: [134, 1866, 346, 1912]
- classified-ad: [134, 160, 346, 253]
- classified-ad: [134, 429, 346, 486]
- ad-body: sucursal Agustinas cheques N°4793407, 4793410, 4793413 y 4793416 nulos por extravío.: [361, 1502, 540, 1536]
- ad-divider: [134, 1505, 346, 1506]
- ad-divider: [361, 1594, 578, 1595]
- judicial-notice-text: cida, entre otros situaciones: a) si se retardo el pago de cualquier dividendo por más de treinta días. La demandada, don(ña) Andrea Giannina Schmessane Lopez, no dio cumplimiento a su obligación de pago de los dividendos a partir del dividendo N° 15, que venció el día 1 del mes de diciembre de 2023, por lo que se ha constituido en mora, y mi representado el Banco Santander Chile, en virtud de la cláusula de aceleración hace exigible el pago total del saldo insoluto de la obligación, que al día 13 de mayo de 2024 asciende a 1.716,2465 unidades de fomento por concepto de capital insoluto que a la fecha indicada, equivale en moneda nacional, al 13 de mayo de 2024 ($ 37.330,65) a la suma de $ 64.068.597, más los intereses lucrativos y penales y hasta el día de pago efectivo. Conforme a lo expuesto y lo dispuesto en los artículos 434 N° 2 y siguientes del código de procedimiento civil, los deudas líquidas, actualmente exigibles, no prescritas y constan de títulos ejecutivos. Por tanto, en mérito de lo expuesto, de los documentos que se acompañan y de lo dispuesto por el artículo 434 N° 2 y siguientes del código de procedimiento civil, solicito a vs. tener por interpuesta demanda ejecutiva en contra de doña Andrea Giannina Schmessane Lopez, ya individualizada, a fin de que pague a mi representada la cantidad de 1.716,2465 unidades de fomento por concepto de capital insoluto que a la fecha indicada, equivale en moneda nacional, al 13 de mayo de 2024 ($37.330,65) a la suma de $ 64.068.597, más los intereses que convencionalmente procedan por la mora, ordenar se despache en su contra mandamiento de ejecución y embargo por dicha suma y disponiendo se siga adelante con la ejecución hasta hacerse a mi parte entero y cumplido pago de lo adeudado, con costas. Cuarto otrosí: solicita exhorto. Quinto otrosí: se tenga presente. Tribunal provee a folio 5: Santiago, ocho de agosto de dos mil veinticuatro proveyendo demanda de folio 01: a lo principal: despáchese mandamiento de ejecución y embargo; al primer, otrosí: téngase por acompañado escritura pública de mutuo hipotecario, con firma electrónica avanzada, a los demás documentos por acompañados con citación; al segundo otrosí: téngase presente, en especial sobre el inmueble departamento número cuatrocientos ocho, ubicado en el cuarto piso del edificio número uno del 'Condominio Caburga', ubicado en calle Prolongación del Pillán número ochocientos noventa, de la comuna de Pucón, inscrito a fojas 1715, N° 3428, del año 2022 del Registro de Propiedad del Conservador de Bienes Raíces de Pucón; al tercer otrosí: téngase presente, respecto a la personería téngase por acompañado con citación; al cuarto otrosí: como se pide, debiendo exhortarse al juez de turno en lo civil de Peñaflor confiriéndole las siguientes facultades: notificar personalmente la demanda y requerir de pago al demandado; notificar la demanda al demandado de acuerdo con lo dispuesto por el artículo 44 del código de procedimiento civil, previa verificación de requisitos legales; y embargar bienes suficientes, autorizando fuerza pública para la referida diligencia en caso de constatarse oposición del deudor. Se informa al abogado solicitante que el exhorto solicitado será tramitado por interconexión, tramitación electrónica, por lo que éste, se encontrará disponible al día siguiente hábil de haberse firmado la presente resolución, en los tribunales exhortados, debiendo adoptar los medidos necesarios para su correcta y oportuno cumplimiento, evitando con ello recargar indebidamente al tribunal con las reiteraciones de diligencias ya concedidas; al quinto otrosí: téngase presente, atendido los términos facultativos que otorga el numeral 8° de la ley 20.886, sumado a ello las dificultades que en la práctica se generan al ingresar correo electrónico y siendo la forma más idónea y eficaz de notificación en nuestro sistema de procedimiento civil, el estado diario que ofrece, además, garantía de publicidad y certeza, no ha lugar a notificar al solicitante por correo electrónico. Notifíquese personalmente la demanda de conformidad al artículo 40 del código de procedimiento civil. Atendido lo dispuesto en el artículo 69 del auto acordado 71-2016 de la Excma. Corte Suprema, se informa, desde luego, la notificación personal subsidiaria, debiendo para tal efecto el ministro de fe actuante, incorporar a la carpeta electrónica las búsquedas pertinentes por separado y con su respectiva georreferencia; hecho practíquese la notificación. A folio 02: Téngase por acompañado. Se deja constancia por el señor juez suplente don Wilson Rodríguez Rodríguez que, le afecta la causal de inhabilidad contemplada en el artículo 196 número 5 del código orgánico de tribunales, en relación con el Banco Santander Chile, por mantener una cuenta corriente en dicha institución bancaria. Póngase en conocimiento de las partes, para los fines previstos en el artículo 125 del código de procedimiento civil. En Santiago, a ocho de agosto de dos mil veinticuatro, se notificó estado diario la resolución precedente. El Tribunal a fojas 1 del cuaderno de apremio: mandamiento, Santiago, ocho de agosto de dos mil veinticuatro. Requiérase por un ministro de fe a Andrea Giannina Schmessane Lopez, como deudor, para que pague a Banco Santander Chile S.A., o a quien sus derechos represente, la suma de 1.716,2465 u.f. equivalente al día 13 de mayo de 2024 a $ 64.068.597, más intereses pactados y costas. No verificado el pago en el acto de la intimación, trábese embargo sobre bienes suficientes de propiedad del ejecutado, de acuerdo con el orden establecido por ley; en especial sobre el inmueble departamento número cuatrocientos ocho, ubicado en el cuarto piso del edificio número uno del Condominio Caburga, ubicado en calle Prolongación del Pillán número ochocientos noventa, de la comuna de Pucón, inscrito a fojas 1715, N° 3428, del año 2022 del Registro de Propiedad del Conservador de Bienes Raíces de Pucón los que quedarán en su poder en calidad de depositario provi-: [823, 160, 1040, 2034]
- section-number: 1606: [597, 128, 647, 155]
- classified-ad: [134, 1639, 346, 1685]
- classified-ad: [361, 796, 578, 854]
- ad-title: BANCO DE CHILE CUENTA: [361, 1254, 493, 1265]
- ad-title: TORNERO NECESITA EMPRESA DEL: [134, 1451, 315, 1462]
- ad-body: 1223207, Extravío: [361, 1951, 442, 1962]
- classified-ad: [134, 367, 346, 413]
- ad-body: Corriente 001950610004 Sucursal Of. Maipú 4957 6205674, 6205677 al 6205719 Falso Hurto: [361, 545, 575, 568]
- classified-ad: [361, 1490, 578, 1536]
- ad-title: ESCUELA NECESITA TÉCNICA EN: [134, 1154, 301, 1165]
- classified-ad: [361, 869, 578, 915]
- classified-ad: [361, 534, 578, 569]
- ad-list: [134, 160, 346, 771]
- section-label: Judiciales: [879, 135, 935, 148]
- ad-title: COLEGIO SAN MIGUEL DE LOS: [134, 501, 289, 512]
- ad-body: Corriente 004440385900 Sucursal Of. Manuel Montt Cheques 2140034 al 2140066 Nulos por Extravío: [361, 1389, 568, 1423]
- classified-ad: [134, 1816, 346, 1851]
- section-header-1316: [134, 1700, 346, 1732]
- ad-title: BANCO DE CHILE CUENTA: [361, 948, 493, 959]
- brand-logo: EL MERCURIO: [1578, 78, 1734, 100]
- section-number: 1611: [823, 125, 874, 153]
- ad-body: Corriente 002100426800 Sucursal Of.Santa Cruz Cheques 5841434 al 5841435,5841440 al 5841442,5841449 al 5841482 Nulos por Extravío: [361, 1193, 570, 1239]
- ad-divider: [361, 1694, 578, 1695]
- ad-divider: [592, 279, 809, 280]
- section-number: 1606: [366, 1904, 416, 1931]
- ad-list: [134, 1551, 346, 1694]
- classified-ad: [361, 1377, 578, 1423]
- section-header-1317: [134, 1777, 346, 1809]
- ad-body: Técnico o profesional en informática, redes o carreras afines, experiencia mínima de dos años en soporte escolar, manejo intermedio de Windows y Office. Contrato de 44 hrs. Interesados enviar curriculum a trabajaconnosotros.sangregorio@lasalle.cl: [134, 693, 342, 762]
- ad-list: [134, 1739, 346, 1771]
- ad-list: [361, 1490, 578, 1794]
- ad-title: COLEGIO SAN ANDRÉS EL BOSQUE: [134, 367, 314, 378]
- ad-divider: [134, 1197, 346, 1198]
- ad-title: BANCO DE CHILE CUENTA: [361, 1009, 493, 1020]
- ad-body: área electromecánica industrial ubicada en la comuna de Cerrillos. Enviar CV a: contacto@dbravo.cl.: [134, 1462, 334, 1496]
- classified-ad: [592, 325, 809, 359]
- ad-title: CHOFER CLASE A2 EMPRESA: [134, 1639, 284, 1650]
- section-header-1311: [134, 924, 346, 955]
- ad-title: PSICÓLOGO(A) 40 HRS. ENTREVISTA: [134, 318, 319, 329]
- ad-title: QUEDAN NULOS POR EXTRAVÍO TÍ-: [592, 325, 770, 336]
- section-label: Judiciales: [650, 386, 702, 397]
- ad-body: para colegio en Estación Central. Enviar CV a pdgpostulaciones@gmail.com: [134, 643, 337, 666]
- ad-body: sucursal Agustinas cheque N°9793023 nulo por extravío.: [361, 1663, 571, 1685]
- ad-body: oriente región metropolitana, necesita contratar Asistente de párvulos para reemplazo de tres semanas aprox., Asistente social, Prevencionista de riesgo, Educadora diferencial, enviar curriculum: admisioncolegio25@gmail.com: [134, 974, 343, 1043]
- section-label: Cheques nulos por extravío: [420, 1911, 559, 1923]
- ad-title: COLEGIO CATÓLICO DE LAS CONDES: [134, 1058, 324, 1069]
- ad-body: Urgente: Inspector de Patio 44 horas (Contrato Asistente de la Educación). Técnico en Párvulos por 44 horas de contrato. Enviar CV título y pretensiones de remuneración, con experiencia 2 años. colegiocatolico71@gmail.com: [134, 1070, 342, 1139]
- classified-ad: [361, 662, 578, 708]
- ad-divider: [134, 625, 346, 626]
- column-judicial: [1279, 122, 1504, 1908]
- page-date: SÁBADO 12 DE JULIO DE 2025: [161, 82, 382, 98]
